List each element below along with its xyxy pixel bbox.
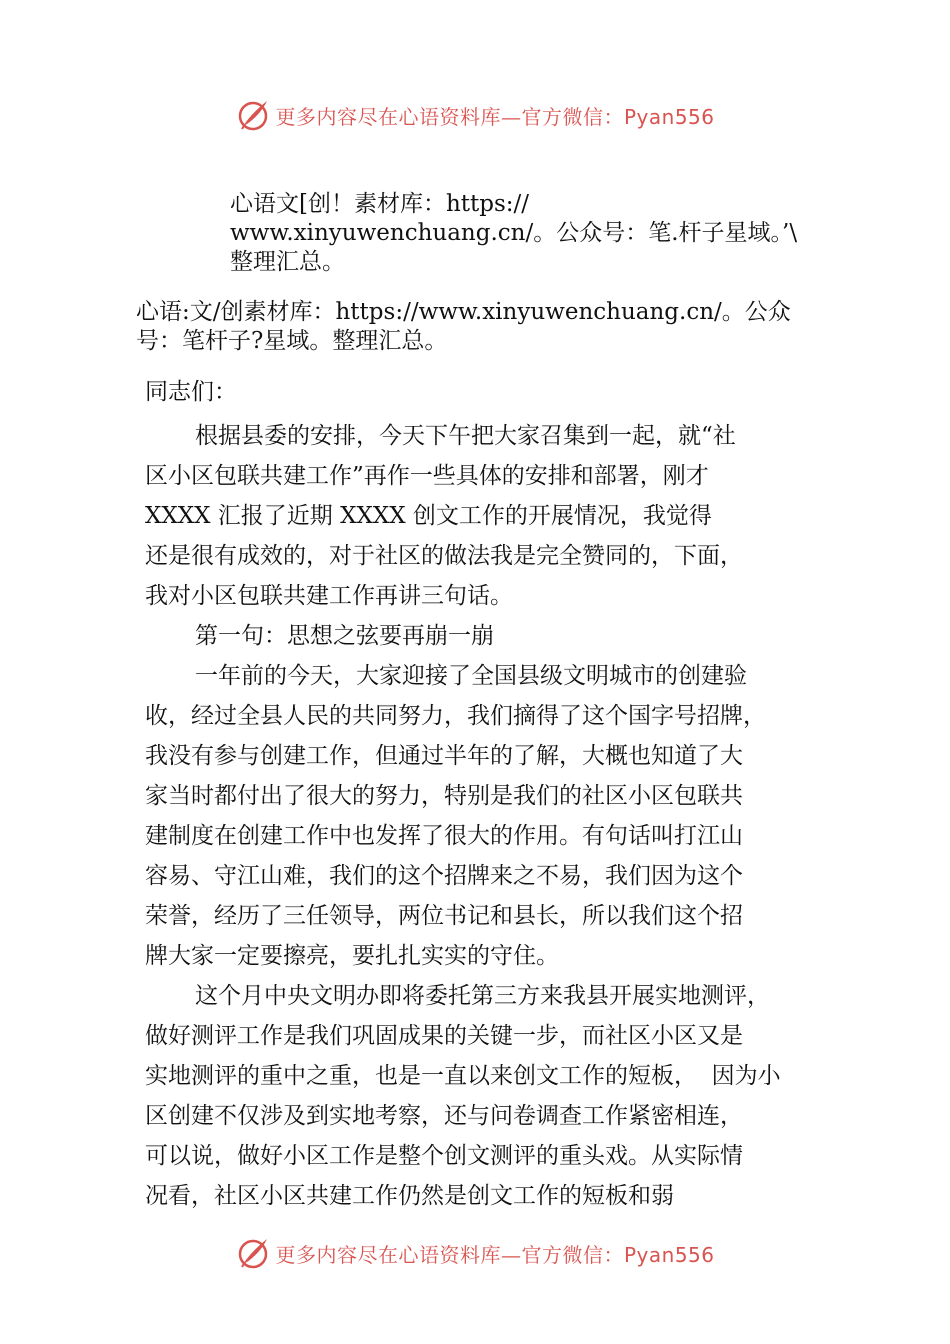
watermark-text-1: 心语文[创！素材库：https:// www.xinyuwenchuang.cn/。公众号：笔.杆子星域。’\ 整理汇总。: [230, 191, 798, 275]
text-line: 我对小区包联共建工作再讲三句话。: [145, 583, 513, 609]
text-line: 况看，社区小区共建工作仍然是创文工作的短板和弱: [145, 1183, 674, 1209]
document-body: [145, 416, 825, 1216]
text-line: 家当时都付出了很大的努力，特别是我们的社区小区包联共: [145, 783, 743, 809]
text-line: 容易、守江山难，我们的这个招牌来之不易，我们因为这个: [145, 863, 743, 889]
banner-text: 更多内容尽在心语资料库—官方微信：: [275, 1242, 624, 1267]
text-line: 区创建不仅涉及到实地考察，还与问卷调查工作紧密相连，: [145, 1103, 743, 1129]
banner-wechat-id: Pyan556: [623, 104, 715, 129]
text-line: 还是很有成效的，对于社区的做法我是完全赞同的，下面，: [145, 543, 743, 569]
footer-banner: [0, 1233, 950, 1273]
text-line: 我没有参与创建工作，但通过半年的了解，大概也知道了大: [145, 743, 743, 769]
text-line: 做好测评工作是我们巩固成果的关键一步，而社区小区又是: [145, 1023, 743, 1049]
text-line: 牌大家一定要擦亮，要扎扎实实的守住。: [145, 943, 559, 969]
quill-pen-logo-icon: [235, 1235, 271, 1271]
text-line: 第一句：思想之弦要再崩一崩: [195, 623, 494, 649]
text-line: 根据县委的安排，今天下午把大家召集到一起，就“社: [195, 423, 736, 449]
watermark-text-2: 心语:文/创素材库：https://www.xinyuwenchuang.cn/。公众 号：笔杆子?星域。整理汇总。: [136, 299, 791, 354]
text-line: 可以说，做好小区工作是整个创文测评的重头戏。从实际情: [145, 1143, 743, 1169]
text-line: 这个月中央文明办即将委托第三方来我县开展实地测评，: [195, 983, 770, 1009]
banner-wechat-id: Pyan556: [623, 1242, 715, 1267]
text-line: 建制度在创建工作中也发挥了很大的作用。有句话叫打江山: [145, 823, 743, 849]
text-line: 区小区包联共建工作”再作一些具体的安排和部署，刚才: [145, 463, 709, 489]
text-line: 收，经过全县人民的共同努力，我们摘得了这个国字号招牌，: [145, 703, 766, 729]
text-line: 实地测评的重中之重，也是一直以来创文工作的短板， 因为小: [145, 1063, 781, 1089]
text-line: XXXX 汇报了近期 XXXX 创文工作的开展情况，我觉得: [145, 503, 712, 529]
text-line: 荣誉，经历了三任领导，两位书记和县长，所以我们这个招: [145, 903, 743, 929]
header-banner: [0, 95, 950, 135]
quill-pen-logo-icon: [235, 97, 271, 133]
banner-text: 更多内容尽在心语资料库—官方微信：: [275, 104, 624, 129]
greeting: 同志们：: [145, 379, 237, 405]
text-line: 一年前的今天，大家迎接了全国县级文明城市的创建验: [195, 663, 747, 689]
